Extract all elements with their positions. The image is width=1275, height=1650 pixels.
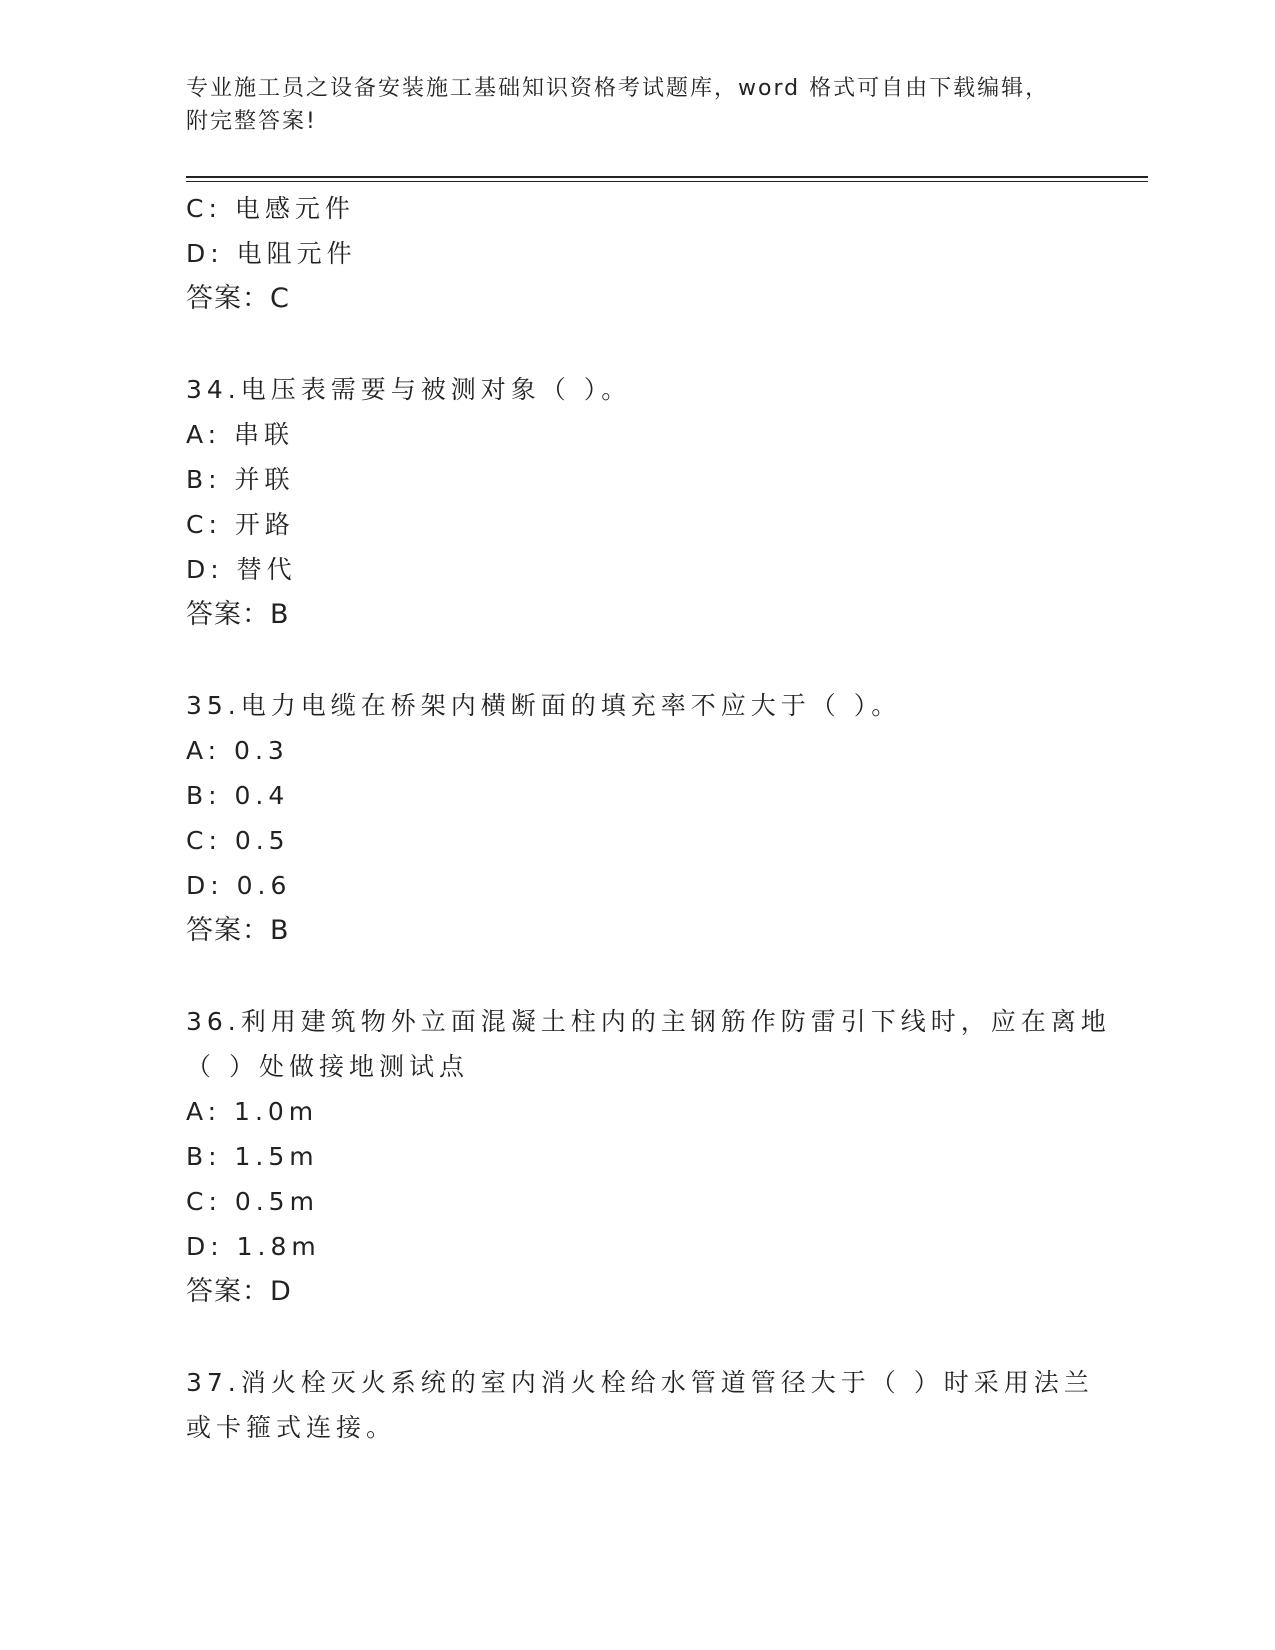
header-divider-thin bbox=[186, 181, 1148, 182]
header-line-2: 附完整答案! bbox=[186, 109, 317, 134]
option-d: D: 电阻元件 bbox=[186, 239, 357, 268]
answer: 答案：C bbox=[186, 283, 290, 314]
option-d: D: 1.8m bbox=[186, 1232, 321, 1261]
option-a: A: 串联 bbox=[186, 420, 295, 449]
header-line-1: 专业施工员之设备安装施工基础知识资格考试题库，word 格式可自由下载编辑， bbox=[186, 76, 1050, 101]
option-b: B: 1.5m bbox=[186, 1142, 319, 1171]
answer: 答案：B bbox=[186, 599, 290, 630]
question-34 bbox=[186, 367, 1086, 637]
question-list bbox=[186, 186, 1111, 1450]
spacer bbox=[186, 321, 1086, 367]
question-stem-line-1: 36.利用建筑物外立面混凝土柱内的主钢筋作防雷引下线时，应在离地 bbox=[186, 1007, 1111, 1036]
spacer bbox=[186, 637, 1086, 683]
option-a: A: 1.0m bbox=[186, 1097, 319, 1126]
option-a: A: 0.3 bbox=[186, 736, 289, 765]
question-36 bbox=[186, 999, 1111, 1314]
question-35 bbox=[186, 683, 1086, 953]
question-stem: 34.电压表需要与被测对象（ ）。 bbox=[186, 375, 632, 404]
option-b: B: 0.4 bbox=[186, 781, 290, 810]
option-c: C: 0.5 bbox=[186, 826, 290, 855]
answer: 答案：B bbox=[186, 915, 290, 946]
question-stem-line-2: 或卡箍式连接。 bbox=[186, 1413, 397, 1442]
question-33-tail bbox=[186, 186, 1086, 321]
question-stem: 35.电力电缆在桥架内横断面的填充率不应大于（ ）。 bbox=[186, 691, 902, 720]
answer: 答案：D bbox=[186, 1276, 292, 1307]
option-c: C: 0.5m bbox=[186, 1187, 319, 1216]
option-c: C: 电感元件 bbox=[186, 194, 355, 223]
option-c: C: 开路 bbox=[186, 510, 295, 539]
spacer bbox=[186, 1314, 1086, 1360]
question-37 bbox=[186, 1360, 1094, 1450]
option-d: D: 0.6 bbox=[186, 871, 292, 900]
option-b: B: 并联 bbox=[186, 465, 295, 494]
spacer bbox=[186, 953, 1086, 999]
question-stem-line-1: 37.消火栓灭火系统的室内消火栓给水管道管径大于（ ）时采用法兰 bbox=[186, 1368, 1094, 1397]
question-stem-line-2: （ ）处做接地测试点 bbox=[186, 1052, 469, 1081]
document-header bbox=[186, 72, 1066, 138]
header-divider-thick bbox=[186, 176, 1148, 178]
option-d: D: 替代 bbox=[186, 555, 297, 584]
